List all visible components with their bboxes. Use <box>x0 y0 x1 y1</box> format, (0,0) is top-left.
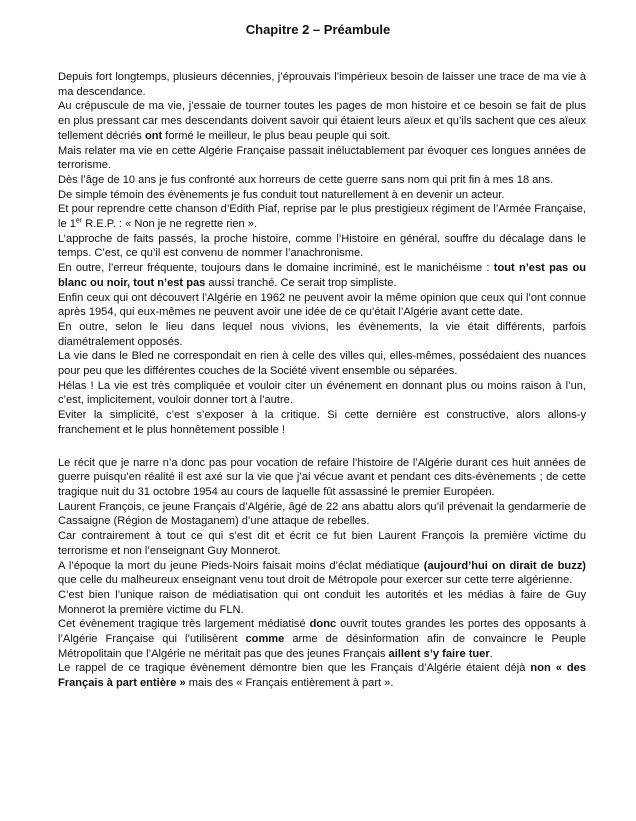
paragraph <box>58 529 586 558</box>
paragraph-text: De simple témoin des évènements je fus conduit tout naturellement à en devenir un acteur. <box>58 188 505 201</box>
paragraph <box>58 349 586 378</box>
paragraph-text: Mais relater ma vie en cette Algérie Française passait inéluctablement par évoquer ces longues années de terrorisme. <box>58 144 586 172</box>
paragraph-text: formé le meilleur, le plus beau peuple qui soit. <box>162 129 391 142</box>
paragraph-text: L’approche de faits passés, la proche histoire, comme l’Histoire en général, souffre du décalage dans le temps. C’est, ce qu’il est convenu de nommer l’anachronisme. <box>58 232 586 260</box>
bold-text: tout n’est pas ou blanc ou noir, tout n’est pas <box>58 262 587 289</box>
paragraph <box>58 202 586 231</box>
paragraph <box>58 320 586 349</box>
paragraph-text: ouvrit toutes grandes les portes des opposants à l’Algérie Française qui l’utilisèrent <box>58 618 586 646</box>
paragraph <box>58 500 586 529</box>
paragraph-text: que celle du malheureux enseignant venu tout droit de Métropole pour exercer sur cette terre algérienne. <box>58 574 573 587</box>
paragraph-gap <box>58 438 586 456</box>
paragraph-text: Hélas ! La vie est très compliquée et vouloir citer un événement en donnant plus ou moins raison à l’un, c’est, implicitement, vouloir donner tort à l’autre. <box>58 379 586 407</box>
paragraph <box>58 70 586 99</box>
paragraph <box>58 291 586 320</box>
bold-text: non « des Français à part entière » <box>58 662 586 690</box>
bold-text: comme <box>245 633 285 646</box>
document-body <box>58 70 586 691</box>
bold-text: ont <box>144 129 163 142</box>
paragraph <box>58 456 586 500</box>
paragraph-text: Dès l’âge de 10 ans je fus confronté aux horreurs de cette guerre sans nom qui prit fin à mes 18 ans. <box>58 173 554 186</box>
paragraph <box>58 261 586 290</box>
paragraph-text: Et pour reprendre cette chanson d’Edith Piaf, reprise par le plus prestigieux régiment de l’Armée Française, le 1 <box>58 203 586 231</box>
paragraph <box>58 232 586 261</box>
paragraph-text: Laurent François, ce jeune Français d’Algérie, âgé de 22 ans abattu alors qu’il prévenait la gendarmerie de Cassaigne (Région de Mostaganem) d’une attaque de rebelles. <box>58 500 586 528</box>
chapter-title: Chapitre 2 – Préambule <box>245 22 391 37</box>
paragraph <box>58 559 586 588</box>
paragraph-text: En outre, l’erreur fréquente, toujours dans le domaine incriminé, est le manichéisme : <box>58 262 494 275</box>
paragraph-text: arme de désinformation afin de convaincre le Peuple Métropolitain que l’Algérie ne méritait pas que des jeunes Français <box>58 633 587 660</box>
bold-text: aillent s’y faire tuer <box>388 647 490 660</box>
paragraph <box>58 188 586 203</box>
paragraph <box>58 379 586 408</box>
paragraph-text: R.E.P. : « Non je ne regrette rien ». <box>82 218 258 231</box>
paragraph <box>58 173 586 188</box>
paragraph-text: Depuis fort longtemps, plusieurs décennies, j’éprouvais l’impérieux besoin de laisser une trace de ma vie à ma descendance. <box>58 71 586 98</box>
paragraph <box>58 144 586 173</box>
paragraph <box>58 588 586 617</box>
paragraph <box>58 408 586 437</box>
paragraph-text: aussi tranché. Ce serait trop simpliste. <box>205 276 397 289</box>
paragraph-text: mais des « Français entièrement à part ». <box>185 677 394 690</box>
paragraph-text: La vie dans le Bled ne correspondait en rien à celle des villes qui, elles-mêmes, possédaient des nuances pour peu que les différentes couches de la Société vivent ensemble ou séparées. <box>58 350 586 378</box>
paragraph-text: Le rappel de ce tragique évènement démontre bien que les Français d’Algérie étaient déjà <box>58 662 531 675</box>
paragraph-text: Eviter la simplicité, c’est s’exposer à la critique. Si cette dernière est constructive, alors allons-y franchement et le plus honnêtement possible ! <box>58 409 586 436</box>
paragraph-text: Enfin ceux qui ont découvert l’Algérie en 1962 ne peuvent avoir la même opinion que ceux qui l’ont connue après 1954, qui eux-mêmes ne peuvent avoir une idée de ce qu’était l’Algérie avant cette date. <box>58 291 586 319</box>
paragraph-text: . <box>489 647 493 660</box>
superscript: er <box>75 217 83 225</box>
paragraph-text: En outre, selon le lieu dans lequel nous vivions, les évènements, la vie était différents, parfois diamétralement opposés. <box>58 320 586 348</box>
paragraph <box>58 99 586 143</box>
paragraph-text: Cet évènement tragique très largement médiatisé <box>58 618 310 631</box>
bold-text: (aujourd’hui on dirait de buzz) <box>423 559 586 572</box>
paragraph-text: A l’époque la mort du jeune Pieds-Noirs faisait moins d’éclat médiatique <box>58 559 424 572</box>
paragraph-text: C’est bien l’unique raison de médiatisation qui ont conduit les autorités et les médias à faire de Guy Monnerot la première victime du FLN. <box>58 588 586 616</box>
paragraph <box>58 617 586 661</box>
paragraph-text: Le récit que je narre n’a donc pas pour vocation de refaire l’histoire de l’Algérie durant ces huit années de guerre puisqu’en réalité il est axé sur la vie que j’ai vécue avant et pendant ces dits-évènements ; de cette tragique nuit du 31 octobre 1954 au cours de laquelle fût assassiné le premier Européen. <box>58 456 586 498</box>
paragraph <box>58 661 586 690</box>
bold-text: donc <box>309 618 337 631</box>
paragraph-text: Car contrairement à tout ce qui s’est dit et écrit ce fut bien Laurent François la première victime du terrorisme et non l’enseignant Guy Monnerot. <box>58 530 586 557</box>
paragraph-text: Au crépuscule de ma vie, j’essaie de tourner toutes les pages de mon histoire et ce besoin se fait de plus en plus pressant car mes descendants doivent savoir qui étaient leurs aïeux et qu’ils sachent que ces aïeux tellement décriés <box>58 100 586 142</box>
